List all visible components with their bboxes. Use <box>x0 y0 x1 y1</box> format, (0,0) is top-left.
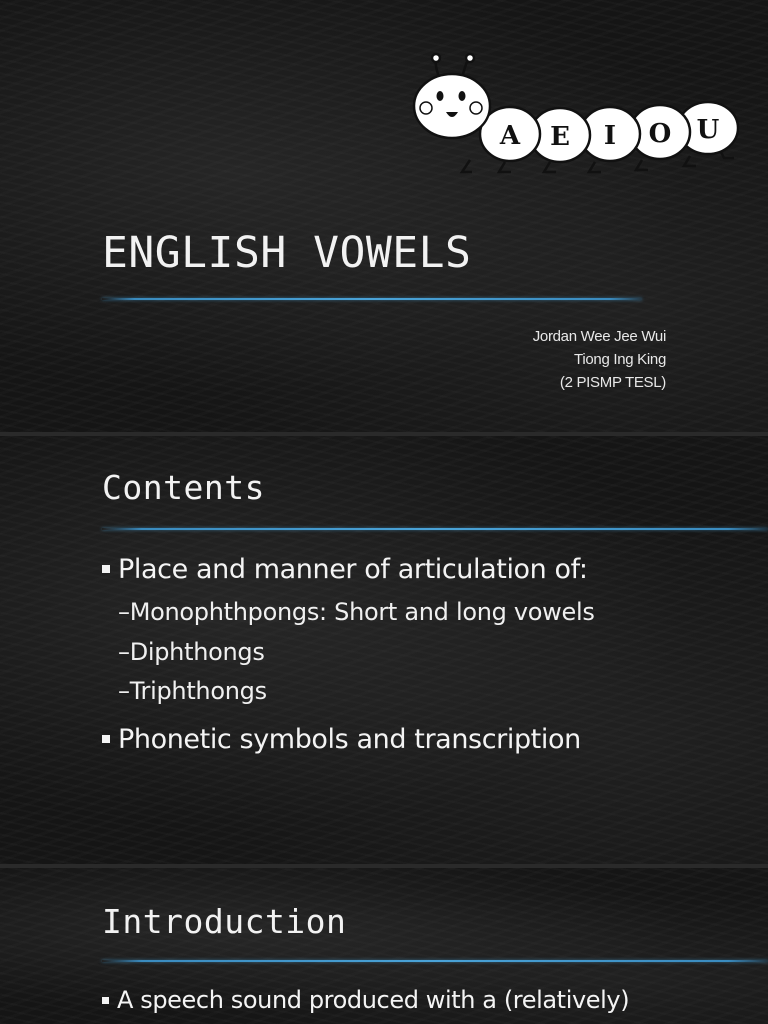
bullet-text: Place and manner of articulation of: <box>118 554 588 585</box>
title-divider <box>102 298 642 300</box>
introduction-title: Introduction <box>102 902 347 941</box>
contents-divider <box>102 528 768 530</box>
bullet-square-icon <box>102 565 110 573</box>
contents-subitem-2: –Diphthongs <box>118 638 265 666</box>
contents-subitem-3: –Triphthongs <box>118 677 267 705</box>
introduction-bullet-1 <box>102 986 629 1014</box>
contents-bullet-1 <box>102 554 588 585</box>
introduction-slide <box>0 868 768 1024</box>
author-name-1: Jordan Wee Jee Wui <box>532 328 666 345</box>
bullet-text: A speech sound produced with a (relatively) <box>117 986 630 1014</box>
logo-letter-u: U <box>696 115 720 145</box>
bullet-text: Phonetic symbols and transcription <box>118 724 581 755</box>
caterpillar-icon <box>410 50 750 178</box>
presentation-title: ENGLISH VOWELS <box>102 228 472 278</box>
logo-letter-e: E <box>550 122 570 152</box>
bullet-square-icon <box>102 997 109 1004</box>
title-slide <box>0 0 768 432</box>
contents-title: Contents <box>102 468 265 507</box>
author-block <box>533 325 666 394</box>
logo-letter-i: I <box>603 121 617 151</box>
logo-letter-a: A <box>499 121 521 151</box>
contents-slide <box>0 436 768 864</box>
author-class: (2 PISMP TESL) <box>559 374 666 391</box>
introduction-divider <box>102 960 768 962</box>
bullet-square-icon <box>102 735 110 743</box>
logo-letter-o: O <box>648 119 672 149</box>
author-name-2: Tiong Ing King <box>574 351 666 368</box>
contents-bullet-2 <box>102 724 581 755</box>
contents-subitem-1: –Monophthpongs: Short and long vowels <box>118 598 595 626</box>
